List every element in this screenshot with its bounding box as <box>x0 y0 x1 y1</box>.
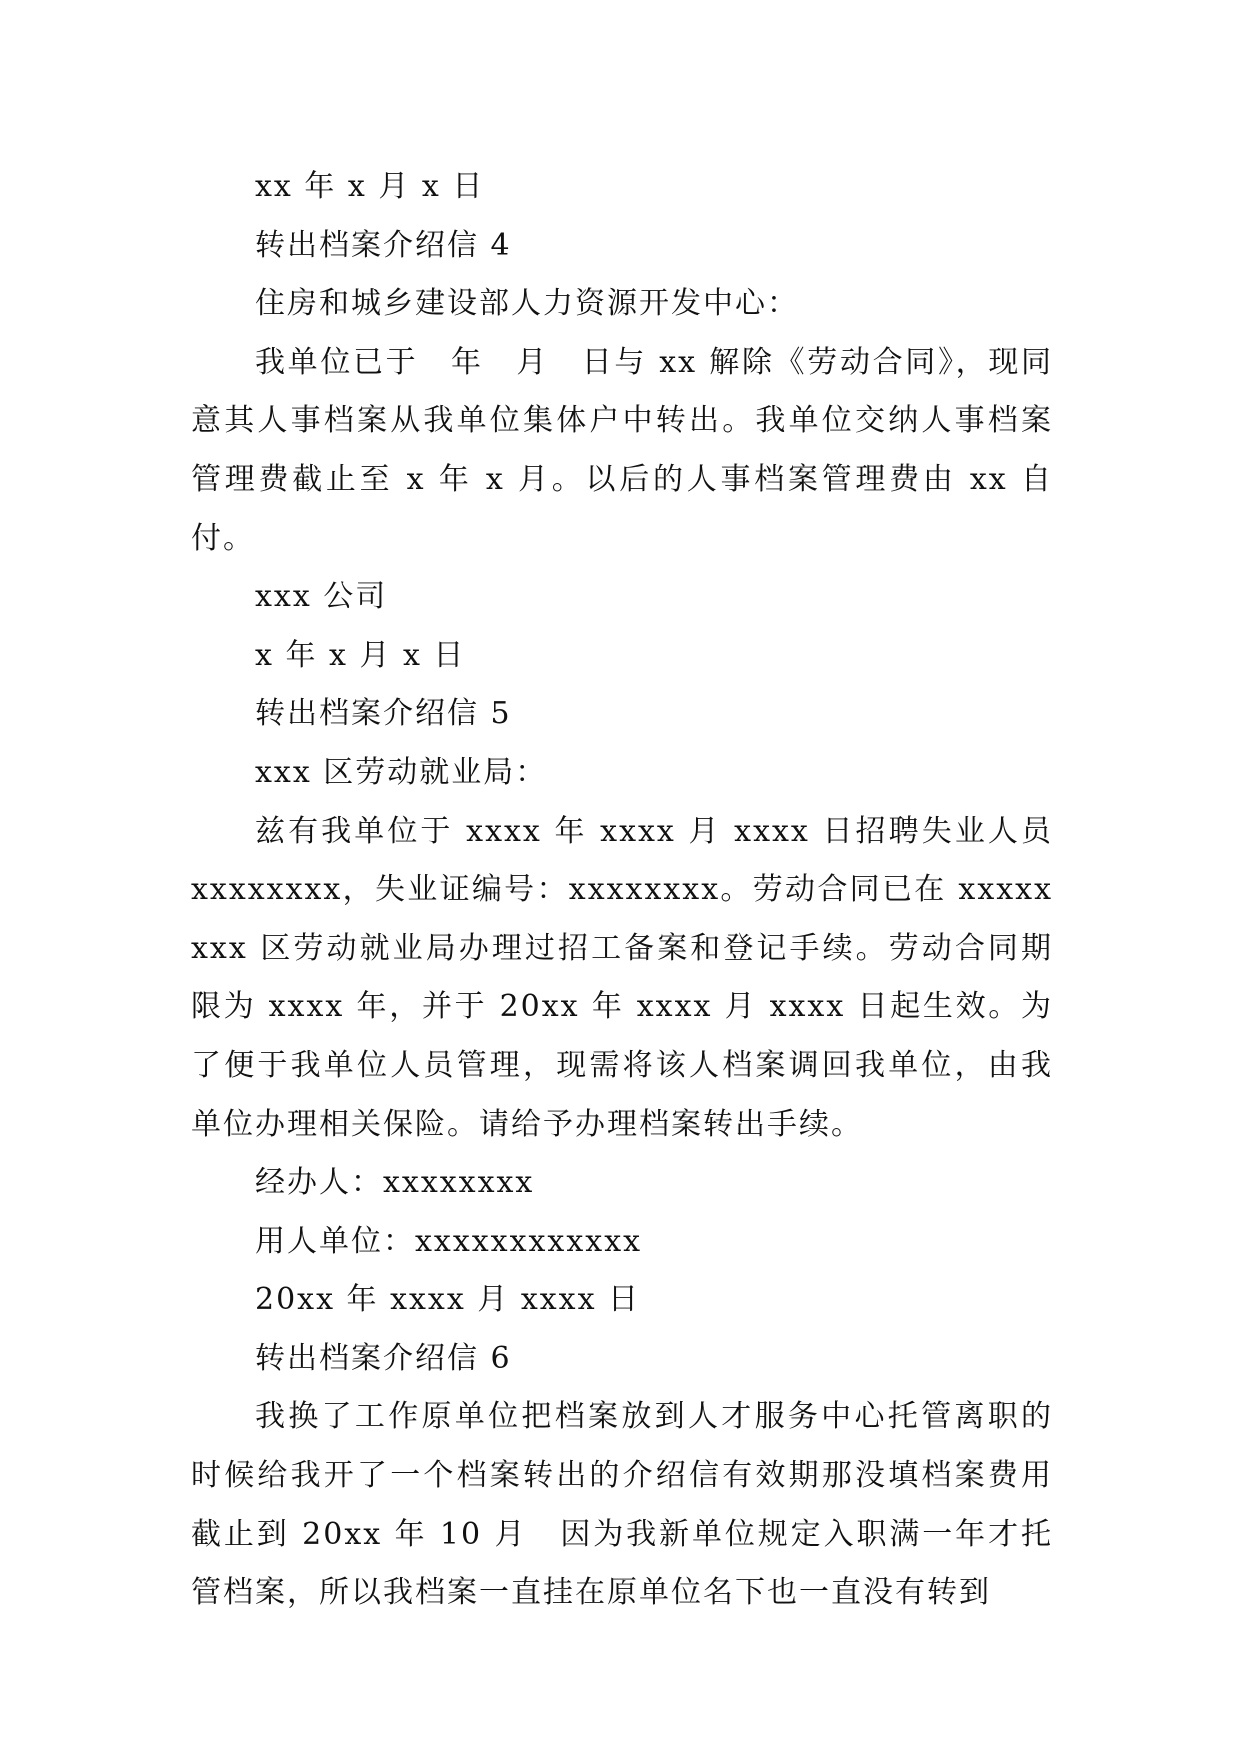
body-paragraph: 我换了工作原单位把档案放到人才服务中心托管离职的时候给我开了一个档案转出的介绍信有效期那没填档案费用截止到 20xx 年 10 月 因为我新单位规定入职满一年才托管档案，所以我档案一直挂在原单位名下也一直没有转到 <box>191 1399 1053 1611</box>
body-paragraph: 兹有我单位于 xxxx 年 xxxx 月 xxxx 日招聘失业人员 xxxxxxxx，失业证编号：xxxxxxxx。劳动合同已在 xxxxxxxx 区劳动就业局办理过招工备案和登记手续。劳动合同期限为 xxxx 年，并于 20xx 年 xxxx 月 xxxx 日起生效。为了便于我单位人员管理，现需将该人档案调回我单位，由我单位办理相关保险。请给予办理档案转出手续。 <box>191 813 1053 1142</box>
date-line: xx 年 x 月 x 日 <box>255 169 485 204</box>
letter-heading-6: 转出档案介绍信 6 <box>255 1340 512 1376</box>
date-line: x 年 x 月 x 日 <box>255 637 466 673</box>
recipient-line: 住房和城乡建设部人力资源开发中心： <box>255 286 799 322</box>
letter-heading-5: 转出档案介绍信 5 <box>255 696 512 732</box>
document-body <box>191 158 1053 1623</box>
handler-line: 经办人：xxxxxxxx <box>255 1165 535 1201</box>
employer-line: 用人单位：xxxxxxxxxxxx <box>255 1223 643 1259</box>
letter-heading-4: 转出档案介绍信 4 <box>255 227 512 263</box>
recipient-line: xxx 区劳动就业局： <box>255 754 548 790</box>
body-paragraph: 我单位已于 年 月 日与 xx 解除《劳动合同》，现同意其人事档案从我单位集体户中转出。我单位交纳人事档案管理费截止至 x 年 x 月。以后的人事档案管理费由 xx 自付。 <box>191 344 1053 556</box>
date-line: 20xx 年 xxxx 月 xxxx 日 <box>255 1282 641 1318</box>
company-signature: xxx 公司 <box>255 579 388 615</box>
